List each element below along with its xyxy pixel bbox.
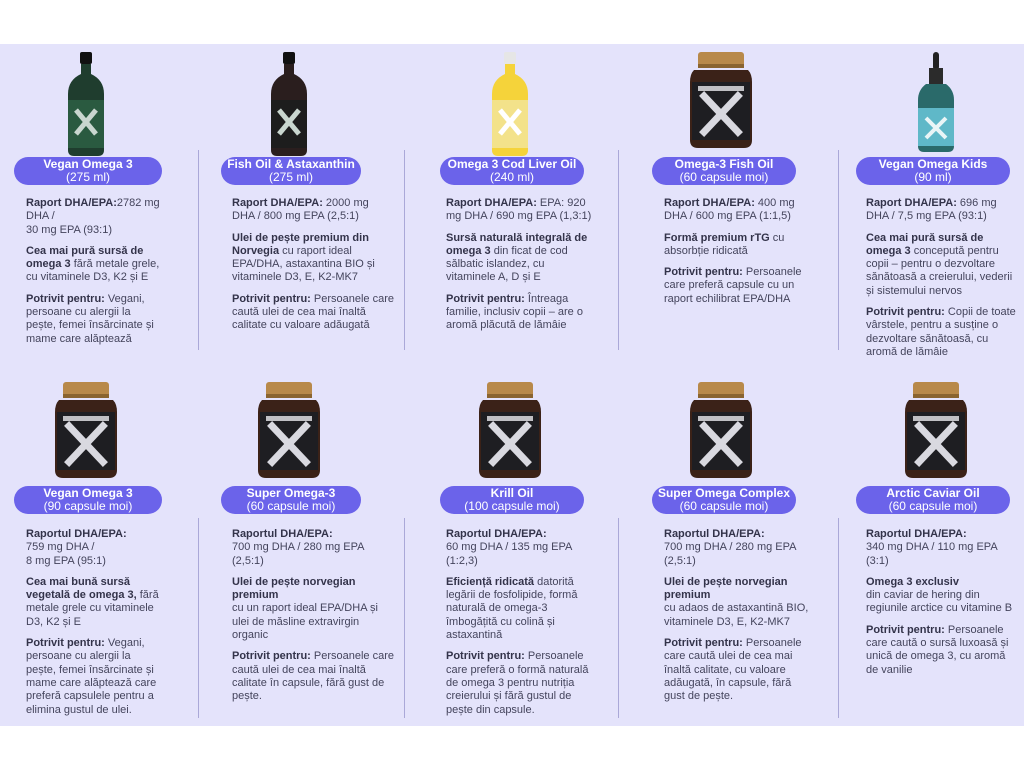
highlight-info-text: fără metale grele, cu vitaminele D3, K2 și E — [26, 258, 160, 284]
ratio-info-text: 400 mg DHA / 600 mg EPA (1:1,5) — [664, 197, 795, 223]
product-name: Krill Oil — [490, 486, 534, 500]
product-name-pill — [14, 157, 162, 185]
ratio-info-text: 700 mg DHA / 280 mg EPA (2,5:1) — [232, 541, 364, 567]
highlight-info — [26, 245, 162, 285]
ratio-info-label: Raport DHA/EPA: — [232, 197, 323, 209]
highlight-info-label: Ulei de pește premium din Norvegia — [232, 231, 369, 257]
suitable-for-label: Potrivit pentru: — [446, 650, 525, 663]
ratio-info — [664, 197, 814, 224]
suitable-for-label: Potrivit pentru: — [26, 292, 105, 305]
suitable-for — [446, 650, 594, 716]
product-size: (60 capsule moi) — [679, 170, 769, 184]
suitable-for — [26, 293, 162, 346]
product-size: (60 capsule moi) — [679, 499, 769, 513]
column-divider — [198, 518, 199, 718]
suitable-for-label: Potrivit pentru: — [232, 292, 311, 305]
product-image — [47, 382, 125, 478]
ratio-info — [232, 528, 394, 568]
product-name: Vegan Omega Kids — [878, 157, 988, 171]
product-size: (90 capsule moi) — [43, 499, 133, 513]
product-description — [664, 528, 814, 712]
product-size: (275 ml) — [65, 170, 110, 184]
suitable-for-text: Vegani, persoane cu alergii la pește, femei însărcinate și mame care alăptează — [26, 292, 154, 345]
suitable-for-text: Persoanele care caută ulei de cea mai înaltă calitate în capsule, fără gust de pește. — [232, 650, 395, 703]
product-name-pill — [14, 486, 162, 514]
suitable-for — [232, 650, 394, 703]
product-image — [471, 382, 549, 478]
product-image — [897, 382, 975, 478]
highlight-info — [664, 576, 814, 629]
ratio-info-text: 700 mg DHA / 280 mg EPA (2,5:1) — [664, 541, 796, 567]
product-size: (90 ml) — [914, 170, 952, 184]
highlight-info-text: datorită legării de fosfolipide, formă naturală de omega-3 îmbogățită cu colină și astaxantină — [446, 575, 578, 642]
highlight-info — [866, 576, 1016, 616]
ratio-info — [866, 197, 1016, 224]
ratio-info-text: 8 mg EPA (95:1) — [26, 554, 106, 567]
ratio-info-label: Raport DHA/EPA: — [664, 197, 755, 209]
product-size: (275 ml) — [268, 170, 313, 184]
product-description — [26, 528, 162, 725]
highlight-info-label: Ulei de pește norvegian premium — [232, 575, 356, 602]
ratio-info-label: Raportul DHA/EPA: — [446, 528, 547, 540]
column-divider — [618, 518, 619, 718]
suitable-for — [232, 293, 394, 333]
product-description — [866, 528, 1016, 685]
suitable-for — [446, 293, 594, 333]
ratio-info-label: Raport DHA/EPA: — [26, 197, 117, 209]
ratio-info — [232, 197, 394, 224]
ratio-info-label: Raport DHA/EPA: — [866, 197, 957, 209]
highlight-info-label: Cea mai pură sursă de omega 3 — [26, 244, 144, 271]
ratio-info-label: Raportul DHA/EPA: — [232, 528, 333, 540]
product-description — [866, 197, 1016, 367]
highlight-info-text: cu absorbție ridicată — [664, 231, 785, 257]
highlight-info-label: Cea mai bună sursă vegetală de omega 3, — [26, 575, 137, 602]
highlight-info-text: din ficat de cod sălbatic islandez, cu vitaminele A, D și E — [446, 244, 568, 284]
suitable-for-text: Persoanele care caută o sursă luxoasă și unică de omega 3, cu aromă de vanilie — [866, 623, 1009, 676]
suitable-for — [664, 266, 814, 306]
highlight-info-label: Formă premium rTG — [664, 231, 770, 244]
suitable-for-text: Vegani, persoane cu alergii la pește, femei însărcinate și mame care alăptează care preferă capsulele pentru a elimina gustul de ulei. — [26, 637, 157, 716]
ratio-info — [26, 197, 162, 237]
product-name-pill — [652, 486, 796, 514]
suitable-for — [866, 624, 1016, 677]
ratio-info-text: 30 mg EPA (93:1) — [26, 223, 113, 236]
highlight-info-text: cu un raport ideal EPA/DHA și ulei de măsline extravirgin organic — [232, 602, 378, 642]
ratio-info-label: Raportul DHA/EPA: — [866, 528, 967, 540]
product-description — [446, 528, 594, 725]
suitable-for-label: Potrivit pentru: — [866, 306, 945, 319]
product-size: (60 capsule moi) — [888, 499, 978, 513]
ratio-info-text: 2782 mg DHA / — [26, 197, 160, 223]
product-name-pill — [440, 486, 584, 514]
product-size: (240 ml) — [489, 170, 534, 184]
suitable-for — [866, 306, 1016, 359]
highlight-info — [232, 232, 394, 285]
highlight-info-label: Omega 3 exclusiv — [866, 575, 959, 588]
highlight-info — [446, 576, 594, 642]
product-description — [664, 197, 814, 314]
column-divider — [838, 518, 839, 718]
column-divider — [838, 150, 839, 350]
highlight-info-label: Eficiență ridicată — [446, 575, 535, 588]
suitable-for-text: Persoanele care caută ulei de cea mai înaltă calitate cu valoare adăugată — [232, 292, 395, 332]
ratio-info — [26, 528, 162, 568]
product-name: Arctic Caviar Oil — [886, 486, 980, 500]
product-name-pill — [856, 486, 1010, 514]
highlight-info — [866, 232, 1016, 298]
highlight-info-label: Ulei de pește norvegian premium — [664, 575, 788, 602]
ratio-info — [446, 197, 594, 224]
product-image — [64, 52, 108, 156]
product-name-pill — [221, 486, 361, 514]
suitable-for-label: Potrivit pentru: — [664, 637, 743, 650]
ratio-info-text: EPA: 920 mg DHA / 690 mg EPA (1,3:1) — [446, 197, 592, 223]
ratio-info-text: 2000 mg DHA / 800 mg EPA (2,5:1) — [232, 197, 369, 223]
ratio-info — [664, 528, 814, 568]
ratio-info-label: Raport DHA/EPA: — [446, 197, 537, 209]
suitable-for-label: Potrivit pentru: — [26, 637, 105, 650]
suitable-for-label: Potrivit pentru: — [446, 292, 525, 305]
highlight-info-label: Cea mai pură sursă de omega 3 — [866, 231, 984, 257]
suitable-for-text: Persoanele care preferă capsule cu un raport echilibrat EPA/DHA — [664, 266, 802, 305]
product-size: (60 capsule moi) — [246, 499, 336, 513]
suitable-for-label: Potrivit pentru: — [866, 623, 945, 636]
product-description — [446, 197, 594, 341]
ratio-info — [446, 528, 594, 568]
suitable-for — [26, 637, 162, 717]
highlight-info-text: din caviar de hering din regiunile arctice cu vitamine B — [866, 589, 1013, 615]
suitable-for-text: Persoanele care preferă o formă naturală de omega 3 pentru nutriția creierului și fără gustul de pește din capsule. — [446, 650, 589, 716]
suitable-for-text: Întreaga familie, inclusiv copii – are o aromă plăcută de lămâie — [446, 292, 583, 332]
suitable-for-label: Potrivit pentru: — [232, 650, 311, 663]
suitable-for-text: Copii de toate vârstele, pentru a susține o dezvoltare sănătoasă, cu aromă de lămâie — [866, 306, 1016, 358]
product-image — [488, 52, 532, 156]
highlight-info-label: Sursă naturală integrală de omega 3 — [446, 231, 588, 257]
highlight-info-text: cu raport ideal EPA/DHA, astaxantina BIO și vitaminele D3, E, K2-MK7 — [232, 244, 375, 284]
suitable-for — [664, 637, 814, 703]
product-image — [250, 382, 328, 478]
product-name: Omega 3 Cod Liver Oil — [447, 157, 577, 171]
highlight-info — [232, 576, 394, 642]
highlight-info-text: concepută pentru copii – pentru o dezvoltare sănătoasă a creierului, vederii și sistemului nervos — [866, 244, 1013, 297]
product-name-pill — [221, 157, 361, 185]
suitable-for-label: Potrivit pentru: — [664, 266, 743, 279]
product-name: Omega-3 Fish Oil — [674, 157, 774, 171]
product-image — [682, 382, 760, 478]
highlight-info-text: cu adaos de astaxantină BIO, vitaminele D3, E, K2-MK7 — [664, 602, 809, 628]
column-divider — [404, 150, 405, 350]
product-name-pill — [856, 157, 1010, 185]
ratio-info — [866, 528, 1016, 568]
highlight-info — [26, 576, 162, 629]
product-name-pill — [652, 157, 796, 185]
ratio-info-label: Raportul DHA/EPA: — [664, 528, 765, 540]
product-name: Super Omega-3 — [246, 486, 336, 500]
product-description — [26, 197, 162, 354]
product-name: Vegan Omega 3 — [43, 157, 133, 171]
product-name: Fish Oil & Astaxanthin — [227, 157, 355, 171]
ratio-info-label: Raportul DHA/EPA: — [26, 528, 127, 540]
column-divider — [404, 518, 405, 718]
product-name: Super Omega Complex — [657, 486, 791, 500]
product-size: (100 capsule moi) — [464, 499, 560, 513]
product-image — [267, 52, 311, 156]
ratio-info-text: 759 mg DHA / — [26, 541, 95, 554]
product-description — [232, 528, 394, 712]
column-divider — [198, 150, 199, 350]
product-description — [232, 197, 394, 341]
suitable-for-text: Persoanele care caută ulei de cea mai înaltă calitate, cu valoare adăugată, în capsule, fără gust de pește. — [664, 637, 802, 703]
ratio-info-text: 60 mg DHA / 135 mg EPA (1:2,3) — [446, 541, 572, 567]
product-name: Vegan Omega 3 — [43, 486, 133, 500]
product-name-pill — [440, 157, 584, 185]
ratio-info-text: 340 mg DHA / 110 mg EPA (3:1) — [866, 541, 998, 567]
highlight-info — [446, 232, 594, 285]
column-divider — [618, 150, 619, 350]
highlight-info-text: fără metale grele cu vitaminele D3, K2 și E — [26, 589, 159, 628]
product-image — [914, 52, 958, 152]
product-image — [682, 52, 760, 148]
highlight-info — [664, 232, 814, 259]
ratio-info-text: 696 mg DHA / 7,5 mg EPA (93:1) — [866, 197, 997, 223]
